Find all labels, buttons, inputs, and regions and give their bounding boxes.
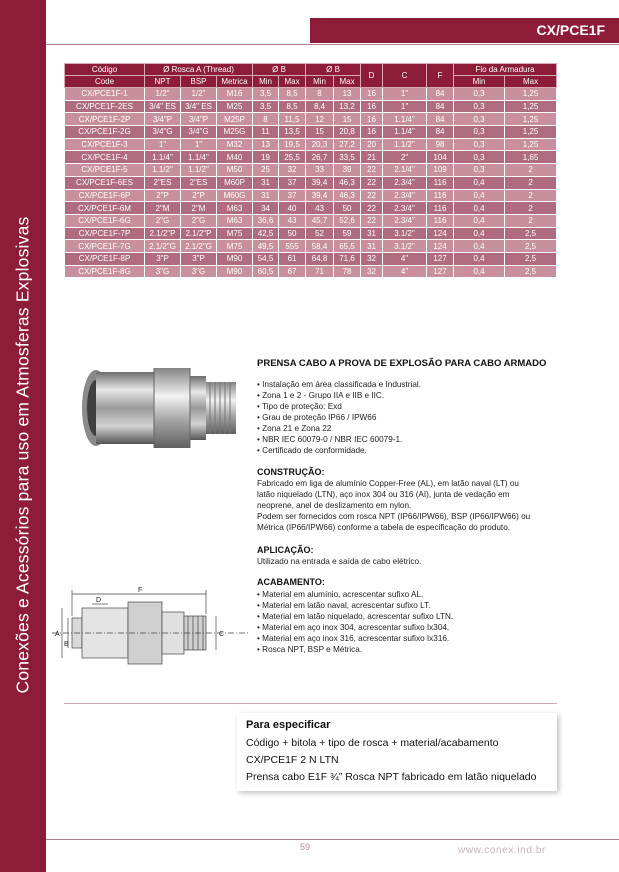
table-cell: 1.1/2" bbox=[383, 138, 427, 151]
table-cell: 31 bbox=[253, 189, 279, 202]
column-header-armor: Fio da Armadura bbox=[454, 64, 557, 76]
footer-website: www.conex.ind.br bbox=[458, 845, 546, 856]
table-cell: CX/PCE1F-2ES bbox=[65, 100, 145, 113]
construction-line: Fabricado em liga de alumínio Copper-Free (AL), em latão naval (LT) ou bbox=[257, 479, 519, 488]
finish-item: • Material em latão naval, acrescentar sufixo LT. bbox=[257, 600, 557, 611]
table-cell: 36,6 bbox=[253, 214, 279, 227]
table-cell: 43 bbox=[279, 214, 306, 227]
table-cell: M25P bbox=[217, 113, 253, 126]
table-cell: 2 bbox=[505, 214, 557, 227]
table-cell: 2,5 bbox=[505, 240, 557, 253]
table-cell: 2.1/4" bbox=[383, 164, 427, 177]
table-cell: 0,4 bbox=[454, 189, 505, 202]
table-cell: 2 bbox=[505, 202, 557, 215]
column-subheader-max: Max bbox=[279, 76, 306, 88]
finish-heading: ACABAMENTO: bbox=[257, 577, 325, 587]
table-cell: 0,3 bbox=[454, 138, 505, 151]
table-cell: 116 bbox=[427, 176, 454, 189]
table-cell: CX/PCE1F-1 bbox=[65, 88, 145, 101]
table-cell: 25 bbox=[253, 164, 279, 177]
finish-item: • Material em aço inox 304, acrescentar sufixo Ix304. bbox=[257, 622, 557, 633]
table-cell: 1" bbox=[181, 138, 217, 151]
column-subheader-metric: Metrica bbox=[217, 76, 253, 88]
table-cell: 16 bbox=[361, 113, 383, 126]
table-cell: 21 bbox=[361, 151, 383, 164]
table-cell: 37 bbox=[279, 176, 306, 189]
feature-item: • Certificado de conformidade. bbox=[257, 445, 557, 456]
table-cell: 3"P bbox=[181, 252, 217, 265]
content-divider bbox=[64, 703, 557, 704]
table-cell: 1/2" bbox=[145, 88, 181, 101]
specify-formula: Código + bitola + tipo de rosca + material/acabamento bbox=[246, 737, 499, 749]
table-cell: 3"G bbox=[145, 265, 181, 278]
finish-item: • Rosca NPT, BSP e Métrica. bbox=[257, 644, 557, 655]
table-cell: 2,5 bbox=[505, 227, 557, 240]
table-cell: 3/4"G bbox=[181, 126, 217, 139]
table-cell: 0,3 bbox=[454, 164, 505, 177]
table-cell: 46,3 bbox=[334, 176, 361, 189]
column-subheader-max: Max bbox=[505, 76, 557, 88]
finish-block bbox=[257, 589, 557, 655]
table-cell: 78 bbox=[334, 265, 361, 278]
table-cell: CX/PCE1F-6P bbox=[65, 189, 145, 202]
table-cell: 39,4 bbox=[306, 176, 334, 189]
finish-item: • Material em alumínio, acrescentar sufixo AL. bbox=[257, 589, 557, 600]
feature-item: • Zona 1 e 2 - Grupo IIA e IIB e IIC. bbox=[257, 390, 557, 401]
features-block bbox=[257, 379, 557, 456]
table-cell: 71,6 bbox=[334, 252, 361, 265]
table-cell: 1.1/4" bbox=[181, 151, 217, 164]
finish-item: • Material em aço inox 316, acrescentar sufixo Ix316. bbox=[257, 633, 557, 644]
table-cell: 0,3 bbox=[454, 88, 505, 101]
sidebar-title: Conexões e Acessórios para uso em Atmosferas Explosivas bbox=[12, 216, 33, 694]
table-cell: 124 bbox=[427, 227, 454, 240]
table-cell: 71 bbox=[306, 265, 334, 278]
table-cell: M40 bbox=[217, 151, 253, 164]
table-cell: 61 bbox=[279, 252, 306, 265]
table-cell: 11,5 bbox=[279, 113, 306, 126]
table-cell: 2" bbox=[383, 151, 427, 164]
table-cell: 2.3/4" bbox=[383, 176, 427, 189]
finish-list bbox=[257, 589, 557, 655]
column-header-thread: Ø Rosca A (Thread) bbox=[145, 64, 253, 76]
table-cell: 33,5 bbox=[334, 151, 361, 164]
table-cell: 0,3 bbox=[454, 113, 505, 126]
column-subheader-min: Min bbox=[454, 76, 505, 88]
table-cell: 0,3 bbox=[454, 126, 505, 139]
table-cell: 0,4 bbox=[454, 240, 505, 253]
table-cell: M90 bbox=[217, 265, 253, 278]
table-cell: 50 bbox=[334, 202, 361, 215]
table-cell: 1.1/4" bbox=[145, 151, 181, 164]
column-subheader-code: Code bbox=[65, 76, 145, 88]
table-row bbox=[65, 240, 557, 253]
table-cell: 1,25 bbox=[505, 138, 557, 151]
table-cell: CX/PCE1F-8P bbox=[65, 252, 145, 265]
table-cell: M25 bbox=[217, 100, 253, 113]
table-cell: 42,5 bbox=[253, 227, 279, 240]
table-cell: 2.1/2"P bbox=[145, 227, 181, 240]
application-text bbox=[257, 556, 557, 567]
table-row bbox=[65, 227, 557, 240]
table-cell: 1" bbox=[383, 100, 427, 113]
table-cell: 45,7 bbox=[306, 214, 334, 227]
table-cell: 0,4 bbox=[454, 176, 505, 189]
table-cell: 1,25 bbox=[505, 100, 557, 113]
table-cell: 20,3 bbox=[306, 138, 334, 151]
table-cell: 52,6 bbox=[334, 214, 361, 227]
label-c: C bbox=[219, 631, 225, 638]
table-cell: M63 bbox=[217, 214, 253, 227]
table-cell: 104 bbox=[427, 151, 454, 164]
table-cell: 109 bbox=[427, 164, 454, 177]
table-cell: 2"M bbox=[145, 202, 181, 215]
dimension-drawing bbox=[52, 586, 248, 676]
table-cell: CX/PCE1F-4 bbox=[65, 151, 145, 164]
label-b: B bbox=[64, 641, 69, 648]
table-row bbox=[65, 252, 557, 265]
feature-item: • Grau de proteção IP66 / IPW66 bbox=[257, 412, 557, 423]
table-row bbox=[65, 126, 557, 139]
table-cell: M32 bbox=[217, 138, 253, 151]
table-cell: 16 bbox=[361, 88, 383, 101]
column-subheader-bsp: BSP bbox=[181, 76, 217, 88]
label-a: A bbox=[55, 631, 60, 638]
table-cell: 2"P bbox=[145, 189, 181, 202]
header-divider bbox=[46, 44, 619, 45]
table-cell: 0,4 bbox=[454, 265, 505, 278]
table-cell: 2"ES bbox=[145, 176, 181, 189]
table-cell: 19 bbox=[253, 151, 279, 164]
table-cell: 3/4" ES bbox=[181, 100, 217, 113]
column-header-b1: Ø B bbox=[253, 64, 306, 76]
application-line: Utilizado na entrada e saída de cabo elétrico. bbox=[257, 557, 422, 566]
table-cell: 40 bbox=[279, 202, 306, 215]
table-cell: M50 bbox=[217, 164, 253, 177]
table-cell: M75 bbox=[217, 227, 253, 240]
specify-example-values: CX/PCE1F 2 N LTN bbox=[246, 754, 339, 766]
table-cell: 2.1/2"G bbox=[181, 240, 217, 253]
table-cell: 33 bbox=[306, 164, 334, 177]
table-cell: 1,65 bbox=[505, 151, 557, 164]
table-cell: 4" bbox=[383, 252, 427, 265]
table-cell: M60P bbox=[217, 176, 253, 189]
table-cell: 67 bbox=[279, 265, 306, 278]
drawing-lines bbox=[52, 590, 248, 664]
label-f: F bbox=[138, 587, 143, 594]
table-cell: 31 bbox=[361, 240, 383, 253]
table-cell: 127 bbox=[427, 252, 454, 265]
feature-item: • Instalação em área classificada e Industrial. bbox=[257, 379, 557, 390]
table-cell: 39 bbox=[334, 164, 361, 177]
table-cell: 2"ES bbox=[181, 176, 217, 189]
table-cell: 31 bbox=[253, 176, 279, 189]
table-cell: 3"P bbox=[145, 252, 181, 265]
table-cell: 84 bbox=[427, 113, 454, 126]
table-cell: 4" bbox=[383, 265, 427, 278]
table-cell: 3/4"P bbox=[181, 113, 217, 126]
table-cell: 31 bbox=[361, 227, 383, 240]
feature-item: • Zona 21 e Zona 22 bbox=[257, 423, 557, 434]
table-cell: 22 bbox=[361, 164, 383, 177]
table-cell: 32 bbox=[361, 252, 383, 265]
table-cell: 2.3/4" bbox=[383, 214, 427, 227]
construction-heading: CONSTRUÇÃO: bbox=[257, 467, 325, 477]
table-cell: 50 bbox=[279, 227, 306, 240]
table-cell: 37 bbox=[279, 189, 306, 202]
table-cell: 12 bbox=[306, 113, 334, 126]
table-cell: 22 bbox=[361, 189, 383, 202]
table-cell: 26,7 bbox=[306, 151, 334, 164]
table-cell: CX/PCE1F-7G bbox=[65, 240, 145, 253]
table-cell: 1" bbox=[145, 138, 181, 151]
table-cell: 3,5 bbox=[253, 88, 279, 101]
table-cell: M63 bbox=[217, 202, 253, 215]
table-cell: 8 bbox=[253, 113, 279, 126]
table-cell: 1.1/4" bbox=[383, 113, 427, 126]
table-cell: 1" bbox=[383, 88, 427, 101]
table-cell: 3/4" ES bbox=[145, 100, 181, 113]
feature-item: • Tipo de proteção: Exd bbox=[257, 401, 557, 412]
construction-line: neoprene, anel de deslizamento em nylon. bbox=[257, 501, 412, 510]
table-subheader-row bbox=[65, 76, 557, 88]
table-cell: 1,25 bbox=[505, 126, 557, 139]
table-cell: 2"G bbox=[145, 214, 181, 227]
column-header-b2: Ø B bbox=[306, 64, 361, 76]
table-cell: 3,5 bbox=[253, 100, 279, 113]
table-cell: 65,5 bbox=[334, 240, 361, 253]
table-cell: M75 bbox=[217, 240, 253, 253]
table-cell: 124 bbox=[427, 240, 454, 253]
table-cell: 1.1/4" bbox=[383, 126, 427, 139]
table-cell: CX/PCE1F-2G bbox=[65, 126, 145, 139]
page-number: 59 bbox=[300, 842, 311, 852]
table-cell: 43 bbox=[306, 202, 334, 215]
table-cell: CX/PCE1F-6ES bbox=[65, 176, 145, 189]
table-cell: 2"M bbox=[181, 202, 217, 215]
construction-line: Podem ser fornecidos com rosca NPT (IP66/IPW66), BSP (IP66/IPW66) ou bbox=[257, 512, 531, 521]
table-cell: 15 bbox=[334, 113, 361, 126]
table-cell: 34 bbox=[253, 202, 279, 215]
table-cell: 3"G bbox=[181, 265, 217, 278]
table-cell: 16 bbox=[361, 100, 383, 113]
sidebar-band bbox=[0, 0, 46, 872]
table-cell: 2,5 bbox=[505, 252, 557, 265]
table-cell: 32 bbox=[361, 265, 383, 278]
table-cell: 13,5 bbox=[279, 126, 306, 139]
table-cell: 2 bbox=[505, 189, 557, 202]
label-d: D bbox=[96, 597, 102, 604]
product-title: PRENSA CABO A PROVA DE EXPLOSÃO PARA CABO ARMADO bbox=[257, 358, 547, 369]
table-cell: 32 bbox=[279, 164, 306, 177]
construction-line: Métrica (IP66/IPW66) conforme a tabela de especificação do produto. bbox=[257, 523, 511, 532]
specify-example-description: Prensa cabo E1F ¾” Rosca NPT fabricado em latão niquelado bbox=[246, 771, 537, 783]
table-cell: CX/PCE1F-6M bbox=[65, 202, 145, 215]
table-cell: 46,3 bbox=[334, 189, 361, 202]
table-cell: 1.1/2" bbox=[145, 164, 181, 177]
table-cell: 3.1/2" bbox=[383, 240, 427, 253]
table-cell: M25G bbox=[217, 126, 253, 139]
table-cell: 15 bbox=[306, 126, 334, 139]
table-cell: 22 bbox=[361, 202, 383, 215]
table-cell: CX/PCE1F-6G bbox=[65, 214, 145, 227]
application-heading: APLICAÇÃO: bbox=[257, 545, 314, 555]
table-cell: M90 bbox=[217, 252, 253, 265]
table-cell: 2.1/2"P bbox=[181, 227, 217, 240]
feature-item: • NBR IEC 60079-0 / NBR IEC 60079-1. bbox=[257, 434, 557, 445]
table-cell: 22 bbox=[361, 214, 383, 227]
table-cell: 2.1/2"G bbox=[145, 240, 181, 253]
feature-list bbox=[257, 379, 557, 456]
table-cell: 16 bbox=[361, 126, 383, 139]
table-cell: 13,2 bbox=[334, 100, 361, 113]
table-cell: CX/PCE1F-8G bbox=[65, 265, 145, 278]
table-cell: 0,4 bbox=[454, 227, 505, 240]
table-cell: 22 bbox=[361, 176, 383, 189]
cable-gland-photo bbox=[72, 358, 244, 458]
table-cell: 2.3/4" bbox=[383, 189, 427, 202]
table-cell: M16 bbox=[217, 88, 253, 101]
table-cell: 20,8 bbox=[334, 126, 361, 139]
table-cell: 0,4 bbox=[454, 202, 505, 215]
table-cell: 84 bbox=[427, 126, 454, 139]
table-row bbox=[65, 113, 557, 126]
table-cell: 25,5 bbox=[279, 151, 306, 164]
column-header-c: C bbox=[383, 64, 427, 88]
table-cell: 13 bbox=[253, 138, 279, 151]
footer-divider bbox=[46, 839, 619, 840]
construction-text bbox=[257, 478, 557, 533]
table-row bbox=[65, 202, 557, 215]
table-cell: 555 bbox=[279, 240, 306, 253]
column-header-code: Código bbox=[65, 64, 145, 76]
construction-line: latão niquelado (LTN), aço inox 304 ou 316 (AI), junta de vedação em bbox=[257, 490, 510, 499]
table-cell: 3/4"G bbox=[145, 126, 181, 139]
table-cell: 13 bbox=[334, 88, 361, 101]
table-cell: 8,4 bbox=[306, 100, 334, 113]
table-cell: 116 bbox=[427, 189, 454, 202]
table-row bbox=[65, 176, 557, 189]
table-cell: CX/PCE1F-3 bbox=[65, 138, 145, 151]
table-cell: 8,5 bbox=[279, 88, 306, 101]
table-cell: 39,4 bbox=[306, 189, 334, 202]
table-cell: 2 bbox=[505, 176, 557, 189]
table-cell: 11 bbox=[253, 126, 279, 139]
table-cell: CX/PCE1F-5 bbox=[65, 164, 145, 177]
table-cell: 0,4 bbox=[454, 252, 505, 265]
table-cell: M60G bbox=[217, 189, 253, 202]
column-header-d: D bbox=[361, 64, 383, 88]
table-row bbox=[65, 88, 557, 101]
page-title: CX/PCE1F bbox=[310, 18, 619, 43]
table-cell: 2,5 bbox=[505, 265, 557, 278]
specify-title: Para especificar bbox=[246, 719, 331, 731]
column-subheader-max: Max bbox=[334, 76, 361, 88]
table-row bbox=[65, 151, 557, 164]
table-cell: CX/PCE1F-7P bbox=[65, 227, 145, 240]
table-cell: 1.1/2" bbox=[181, 164, 217, 177]
gland-body bbox=[82, 368, 236, 448]
table-cell: 20 bbox=[361, 138, 383, 151]
table-cell: 2"G bbox=[181, 214, 217, 227]
specify-box bbox=[237, 713, 557, 791]
table-cell: 2.3/4" bbox=[383, 202, 427, 215]
specification-table bbox=[64, 63, 557, 278]
table-cell: 59 bbox=[334, 227, 361, 240]
table-cell: 116 bbox=[427, 202, 454, 215]
table-cell: 2"P bbox=[181, 189, 217, 202]
table-row bbox=[65, 189, 557, 202]
table-cell: 8,5 bbox=[279, 100, 306, 113]
table-cell: 84 bbox=[427, 100, 454, 113]
column-subheader-min: Min bbox=[253, 76, 279, 88]
table-cell: 0,3 bbox=[454, 100, 505, 113]
table-cell: 3/4"P bbox=[145, 113, 181, 126]
table-cell: 84 bbox=[427, 88, 454, 101]
table-cell: 0,4 bbox=[454, 214, 505, 227]
table-cell: 1/2" bbox=[181, 88, 217, 101]
table-cell: 27,2 bbox=[334, 138, 361, 151]
table-row bbox=[65, 214, 557, 227]
table-cell: 98 bbox=[427, 138, 454, 151]
table-cell: 19,5 bbox=[279, 138, 306, 151]
column-header-f: F bbox=[427, 64, 454, 88]
table-cell: 116 bbox=[427, 214, 454, 227]
column-subheader-min: Min bbox=[306, 76, 334, 88]
table-cell: 60,5 bbox=[253, 265, 279, 278]
table-cell: 58,4 bbox=[306, 240, 334, 253]
table-row bbox=[65, 138, 557, 151]
table-cell: 1,25 bbox=[505, 88, 557, 101]
table-cell: 127 bbox=[427, 265, 454, 278]
table-row bbox=[65, 265, 557, 278]
table-cell: 1,25 bbox=[505, 113, 557, 126]
table-body bbox=[65, 88, 557, 278]
column-subheader-npt: NPT bbox=[145, 76, 181, 88]
table-cell: CX/PCE1F-2P bbox=[65, 113, 145, 126]
table-cell: 64,8 bbox=[306, 252, 334, 265]
table-cell: 8 bbox=[306, 88, 334, 101]
table-cell: 49,5 bbox=[253, 240, 279, 253]
table-cell: 0,3 bbox=[454, 151, 505, 164]
finish-item: • Material em latão niquelado, acrescentar sufixo LTN. bbox=[257, 611, 557, 622]
table-cell: 54,5 bbox=[253, 252, 279, 265]
table-header-row bbox=[65, 64, 557, 76]
table-cell: 52 bbox=[306, 227, 334, 240]
table-cell: 3.1/2" bbox=[383, 227, 427, 240]
table-cell: 2 bbox=[505, 164, 557, 177]
table-row bbox=[65, 164, 557, 177]
table-row bbox=[65, 100, 557, 113]
